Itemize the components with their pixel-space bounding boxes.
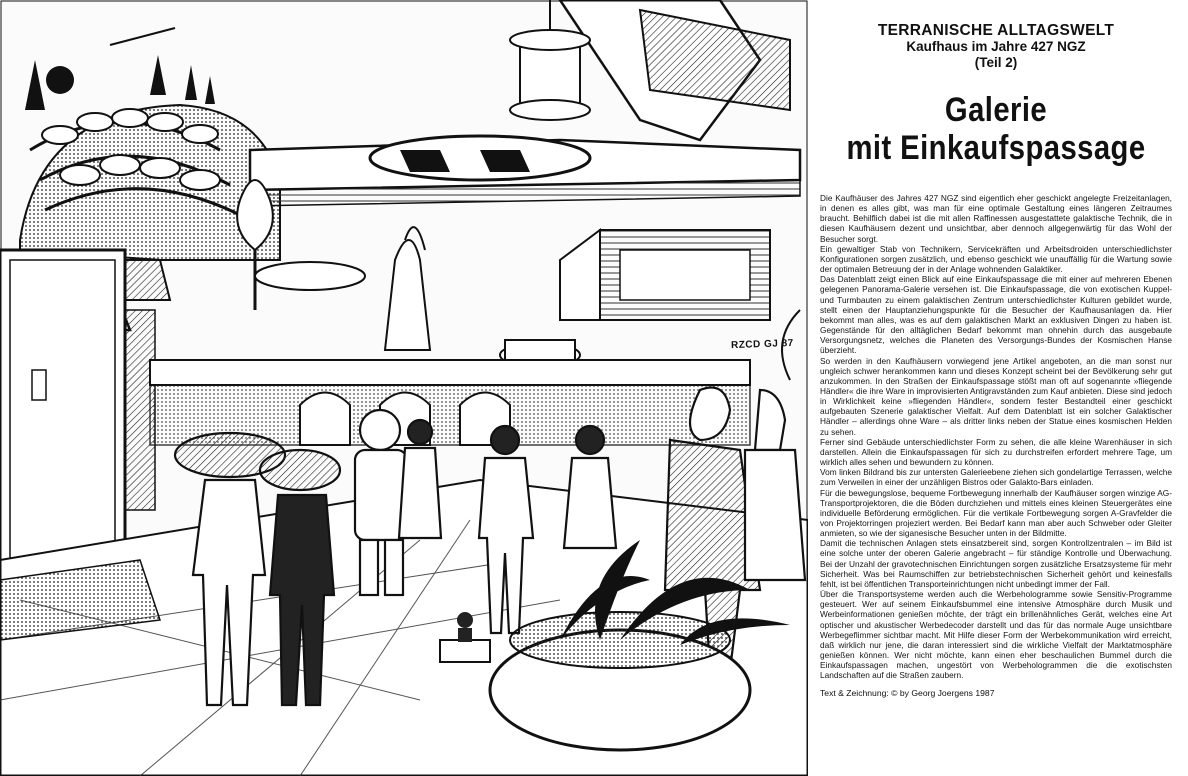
article-column <box>820 22 1172 698</box>
paragraph: Vom linken Bildrand bis zur untersten Galerieebene ziehen sich gondelartige Terrassen, welche zum Verweilen in einer der unzähligen Bistros oder Galakto-Bars einladen. <box>820 467 1172 488</box>
paragraph: So werden in den Kaufhäusern vorwiegend jene Artikel angeboten, an die man sonst nur ungleich schwer herankommen kann und dieses Konzept scheint bei der Bevölkerung sehr gut anzukommen. In den Straßen der Einkaufspassage stößt man oft auf sogenannte »fliegende Händler« die ihre Ware in improvisierten Antigravständen zum Kauf anbieten. Diese sind jedoch in Wirklichkeit keine »fliegenden Händler«, sondern fester Bestandteil einer geschickt aufgebauten Szenerie galaktischer Vielfalt. Auf dem Datenblatt ist ein solcher Galaktischer Händler – allerdings ohne Ware – als dritter links neben der Statue eines kosmischen Helden zu sehen. <box>820 355 1172 437</box>
paragraph: Für die bewegungslose, bequeme Fortbewegung innerhalb der Kaufhäuser sorgen winzige AG-Transportprojektoren, die die Böden durchziehen und mittels eines kleinen Steuergerätes eine individuelle Beförderung ermöglichen. Für die vertikale Fortbewegung sorgen A-Gravfelder die von Projektorringen projeziert werden. Bei Bedarf kann man aber auch Schweber oder Gleiter anmieten, so wie der siganesische Besucher unten in der Bildmitte. <box>820 487 1172 539</box>
headline-line-2: mit Einkaufspassage <box>846 129 1146 167</box>
paragraph: Ein gewaltiger Stab von Technikern, Servicekräften und Arbeitsdroiden unterschiedlichster Konfigurationen sorgen zusätzlich, und ebenso geschickt wie unauffällig für die Wartung sowie der optimalen Betreuung der in der Anlage wohnenden Galaktiker. <box>820 243 1172 275</box>
article-body <box>820 193 1172 681</box>
headline <box>845 91 1148 167</box>
subtitle-line-1: Kaufhaus im Jahre 427 NGZ <box>906 39 1086 54</box>
paragraph: Die Kaufhäuser des Jahres 427 NGZ sind eigentlich eher geschickt angelegte Freizeitanlagen, in denen es alles gibt, was man für eine optimale Gestaltung eines längeren Zeitraumes braucht. Behilflich dabei ist die mit allen Raffinessen ausgestattete galaktische Technik, die in diesen Kaufhäusern dezent und unsichtbar, aber dennoch allgegenwärtig für das Wohl der Besucher sorgt. <box>820 193 1172 244</box>
credit-line: Text & Zeichnung: © by Georg Joergens 1987 <box>820 687 995 698</box>
headline-line-1: Galerie <box>944 91 1048 129</box>
series-title: TERRANISCHE ALLTAGSWELT <box>877 22 1115 39</box>
paragraph: Über die Transportsysteme werden auch die Werbehologramme sowie Sensitiv-Programme gesteuert. Wer auf seinem Einkaufsbummel eine intensive Atmosphäre durch Musik und Werbeinformationen genießen möchte, der trägt ein brillenähnliches Gerät, welches eine Art optischer und akustischer Werbedecoder darstellt und das für das normale Auge unsichtbare Werbegeflimmer sichtbar macht. Mit Hilfe dieser Form der Werbekommunikation wird erreicht, daß wirklich nur jene, die daran interessiert sind die wirkliche Vielfalt der Marktatmosphäre genießen können. Wer nicht möchte, kann einen eher beschaulichen Bummel durch die Einkaufspassagen machen, ungestört von Werbehologrammen die die exotischsten Landschaften auf die Straßen zaubern. <box>820 589 1172 681</box>
subtitle-line-2: (Teil 2) <box>974 55 1018 70</box>
artist-signature: RZCD GJ 87 <box>730 337 794 352</box>
paragraph: Das Datenblatt zeigt einen Blick auf eine Einkaufspassage die mit einer auf mehreren Ebenen gelegenen Panorama-Galerie versehen ist. Die Einkaufspassage, die von exotischen Kuppel- und Turmbauten zu einem galaktischen Zentrum unterschiedlichster Kulturen gebildet wurde, stellt einen der Hauptanziehungspunkte für die Besucher der Kaufhausanlagen da. Hier bekommt man alles, was es auf dem galaktischen Markt an exklusiven Dingen zu haben ist. Gegenstände für den alltäglichen Bedarf bekommt man ohnehin durch das ausgebaute Versorgungsnetz, welches die Planeten des Versorgungs-Bundes der Kosmischen Hanse überzieht. <box>820 274 1172 356</box>
paragraph: Damit die technischen Anlagen stets einsatzbereit sind, sorgen Kontrollzentralen – im Bild ist eine solche unter der oberen Galerie angebracht – für ständige Kontrolle und Überwachung. Bei der Unzahl der gravotechnischen Einrichtungen sorgen zusätzliche Ersatzsysteme für mehr Sicherheit. Was bei Raumschiffen zur betriebstechnischen Sicherheit gehört und keinesfalls fehlt, ist bei öffentlichen Transporteinrichtungen nicht unbedingt immer der Fall. <box>820 538 1172 589</box>
paragraph: Ferner sind Gebäude unterschiedlichster Form zu sehen, die alle kleine Warenhäuser in sich darstellen. Allein die Einkaufspassagen für sich zu durchstreifen erfordert mehrere Tage, um wirklich alles sehen und bewundern zu können. <box>820 436 1172 468</box>
